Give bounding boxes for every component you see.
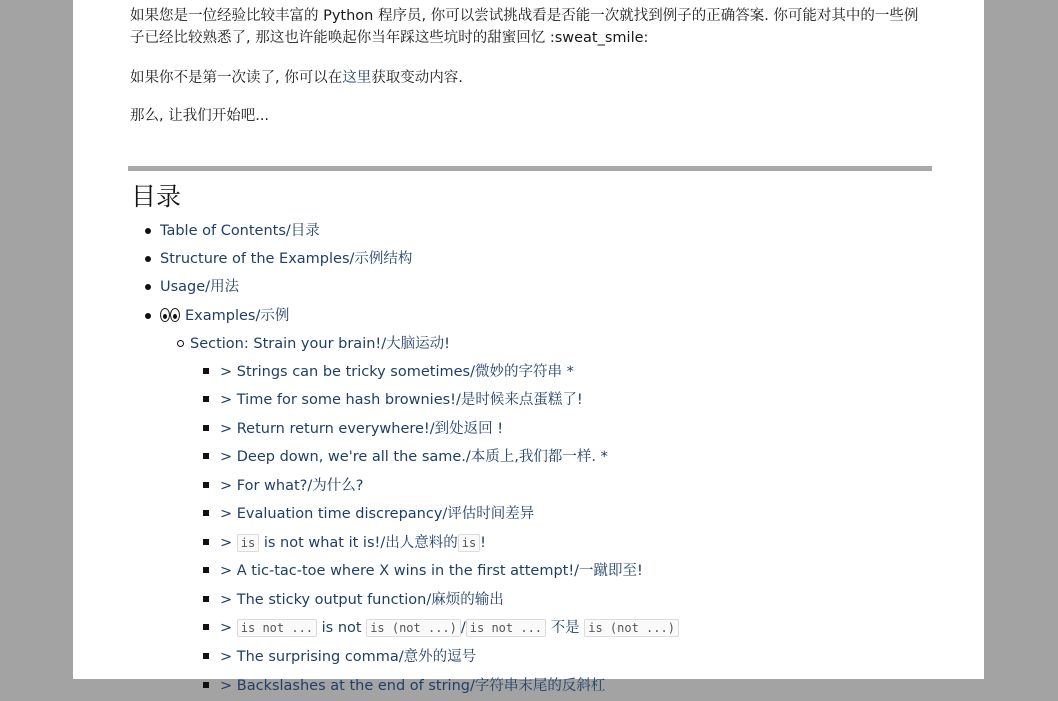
toc-example-link[interactable]: > The sticky output function/麻烦的输出: [220, 591, 504, 608]
toc-example-link[interactable]: > Time for some hash brownies!/是时候来点蛋糕了!: [220, 392, 583, 409]
section-divider: [128, 166, 932, 171]
toc-example-link[interactable]: > Return return everywhere!/到处返回 !: [220, 420, 504, 437]
lets-start-paragraph: 那么, 让我们开始吧...: [130, 108, 270, 124]
changes-text-before: 如果你不是第一次读了, 你可以在: [130, 70, 343, 86]
toc-item: [160, 246, 920, 274]
changes-link[interactable]: 这里: [342, 70, 372, 86]
toc-example-item: [220, 587, 920, 616]
changes-paragraph: [130, 67, 463, 89]
link-text: /: [460, 620, 466, 637]
link-text: 不是: [546, 620, 585, 637]
code-snippet: is: [237, 534, 259, 552]
toc-example-link[interactable]: > Deep down, we're all the same./本质上,我们都一样. *: [220, 449, 608, 466]
toc-example-link[interactable]: [220, 535, 486, 551]
toc-link-examples[interactable]: Examples/示例: [185, 307, 290, 324]
toc-example-link[interactable]: > Strings can be tricky sometimes/微妙的字符串 *: [220, 363, 574, 380]
toc-example-link[interactable]: > Backslashes at the end of string/字符串末尾的反斜杠: [220, 677, 606, 694]
toc-heading: 目录: [131, 182, 182, 211]
toc-example-link[interactable]: > Evaluation time discrepancy/评估时间差异: [220, 506, 535, 523]
toc-example-item: [220, 416, 920, 445]
toc-example-item: [220, 530, 920, 559]
toc-example-item: [220, 444, 920, 473]
toc-link-structure[interactable]: Structure of the Examples/示例结构: [160, 251, 413, 268]
toc-example-item: [220, 615, 920, 644]
toc-example-item: [220, 644, 920, 673]
document-page: [73, 0, 984, 694]
link-text: is not: [317, 620, 367, 637]
toc-link-usage[interactable]: Usage/用法: [160, 279, 240, 296]
toc-example-item: [220, 473, 920, 502]
link-text: !: [480, 534, 486, 551]
toc-example-list: [220, 359, 920, 701]
toc-example-item: [220, 359, 920, 388]
code-snippet: is not ...: [237, 619, 317, 637]
intro-paragraph: 如果您是一位经验比较丰富的 Python 程序员, 你可以尝试挑战看是否能一次就找到例子的正确答案. 你可能对其中的一些例子已经比较熟悉了, 那这也许能唤起你当年踩这些坑时的甜蜜回忆 :sweat_smile:: [130, 8, 919, 46]
toc-item: [160, 303, 920, 694]
toc-example-item: [220, 387, 920, 416]
toc-example-link[interactable]: > For what?/为什么?: [220, 477, 364, 494]
eyes-icon: [160, 308, 180, 322]
code-snippet: is (not ...): [584, 619, 679, 637]
toc-item: [160, 218, 920, 246]
toc-example-item: [220, 501, 920, 530]
toc-example-link[interactable]: > The surprising comma/意外的逗号: [220, 649, 477, 666]
link-text: >: [220, 620, 237, 637]
link-text: >: [220, 534, 237, 551]
toc-list: [160, 218, 920, 694]
toc-sublist: [190, 331, 910, 694]
toc-example-item: [220, 558, 920, 587]
code-snippet: is not ...: [466, 619, 546, 637]
link-text: is not what it is!/出人意料的: [259, 534, 458, 551]
code-snippet: is: [458, 534, 480, 552]
code-snippet: is (not ...): [366, 619, 461, 637]
toc-link-strain-your-brain[interactable]: Section: Strain your brain!/大脑运动!: [190, 335, 450, 352]
toc-example-item: [220, 673, 920, 701]
toc-section-item: [190, 331, 910, 694]
toc-item: [160, 274, 920, 302]
toc-example-link[interactable]: > A tic-tac-toe where X wins in the first attempt!/一蹴即至!: [220, 563, 643, 580]
changes-text-after: 获取变动内容.: [371, 70, 463, 86]
toc-link-table-of-contents[interactable]: Table of Contents/目录: [160, 223, 320, 239]
toc-example-link[interactable]: [220, 620, 679, 636]
